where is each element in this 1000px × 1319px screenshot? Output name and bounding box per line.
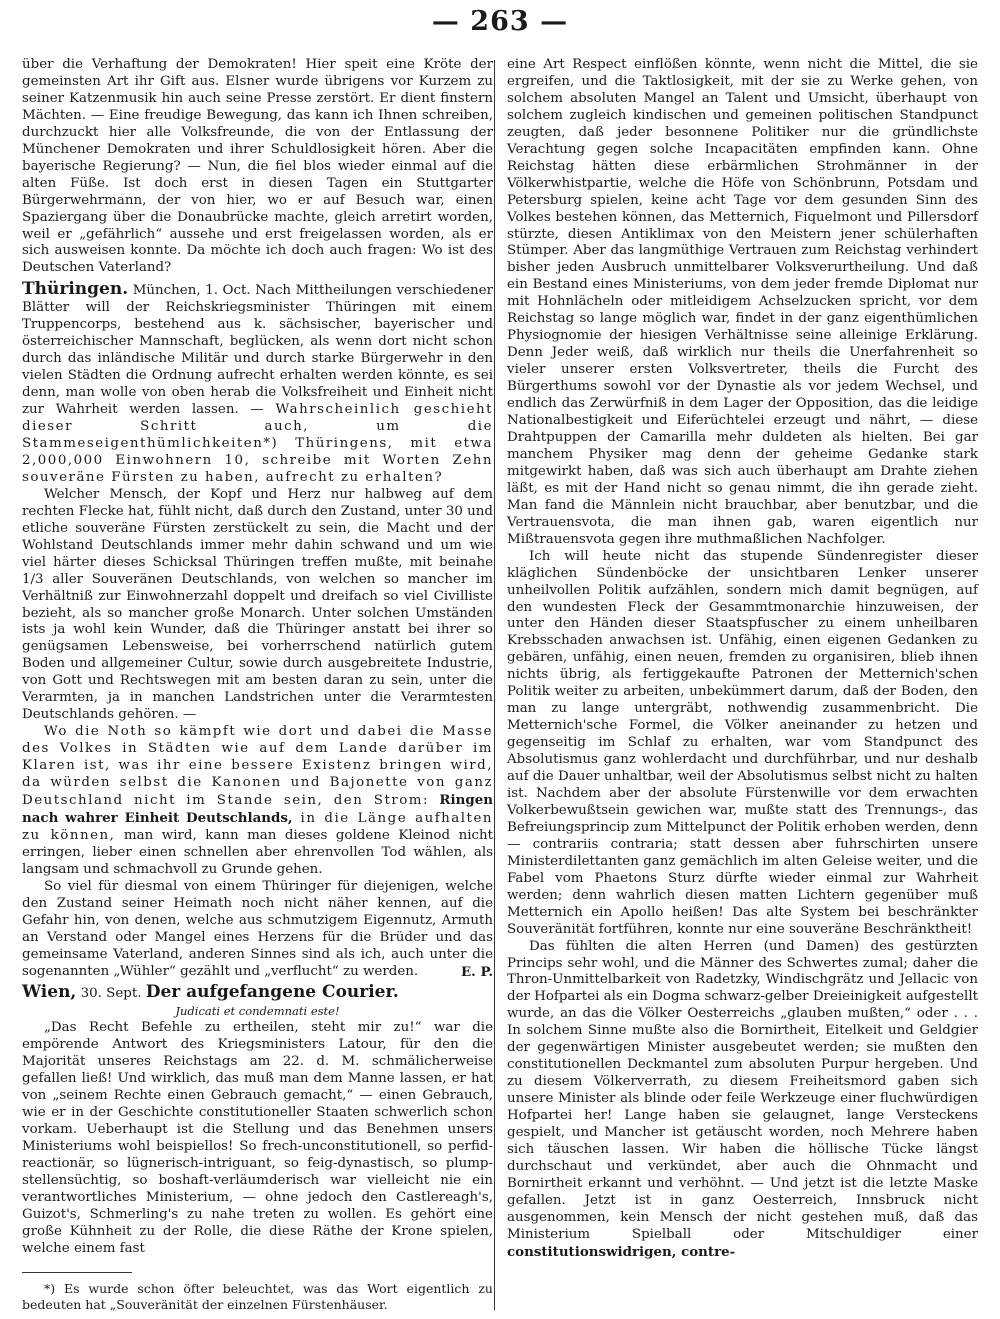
article-title: Der aufgefangene Courier. bbox=[145, 982, 399, 1003]
article-paragraph: Welcher Mensch, der Kopf und Herz nur halbweg auf dem rechten Flecke hat, fühlt nicht, daß durch den Zustand, unter 30 und etliche souveräne Fürsten zerstückelt zu sein, die Macht und der Wohlstand Deutschlands immer mehr dahin schwand und um wie viel härter dieses Schicksal Thüringen treffen mußte, mit beinahe 1/3 aller Souveränen Deutschlands, von welchen so mancher im Verhältniß zur Einwohnerzahl doppelt und dreifach so viel Civilliste bezieht, als so mancher große Monarch. Unter solchen Umständen ists ja wohl kein Wunder, daß die Thüringer anstatt bei ihrer so genügsamen Lebensweise, bei vorherrschend natürlich gutem Boden und allgemeiner Cultur, sowie durch ausgebreitete Industrie, von Gott und Rechtswegen mit am besten daran zu sein, unter die Verarmten, ja in manchen Landstrichen unter die Verarmtesten Deutschlands gehören. — bbox=[22, 486, 493, 723]
article-paragraph: über die Verhaftung der Demokraten! Hier speit eine Kröte der gemeinsten Art ihr Gift aus. Elsner wurde übrigens vor Kurzem zu seiner Katzenmusik hin auch seine Presse zerstört. Er dient finstern Mächten. — Eine freudige Bewegung, das kann ich Ihnen schreiben, durchzuckt hier alle Volksfreunde, die von der Entlassung der Münchener Demokraten und ihrer Schuldlosigkeit hören. Aber die bayerische Regierung? — Nun, die fiel blos wieder einmal auf die alten Füße. Ist doch erst in diesen Tagen ein Stuttgarter Bürgerwehrmann, der von hier, wo er auf Besuch war, einen Spaziergang über die Donaubrücke machte, gleich arretirt worden, weil er „gefährlich“ aussehe und erst freigelassen worden, als er sich ausweisen konnte. Da möchte ich doch auch fragen: Wo ist des Deutschen Vaterland? bbox=[22, 57, 493, 276]
spaced-emphasis: in die Länge aufhalten zu können, bbox=[22, 810, 493, 843]
paragraph-text: Das fühlten die alten Herren (und Damen) des gestürzten Princips sehr wohl, und die Männer des Schwertes zumal; daher die Thron-Unmittelbarkeit von Radetzky, Windischgrätz und Jellacic von der Hofpartei als ein Dogma schwarz-gelber Dreieinigkeit aufgestellt wurde, an das die Völker Oesterreichs „glauben mußten,“ oder . . . In solchem Sinne mußte also die Bornirtheit, Eitelkeit und Geldgier der gegenwärtigen Minister ausgebeutet werden; sie mußten den constitutionellen Deckmantel zum absoluten Purpur hergeben. Und zu diesem Völkerverrath, zu diesem Freiheitsmord gaben sich unsere Minister als blinde oder feile Werkzeuge einer fluchwürdigen Hofpartei her! Lange haben sie gelaugnet, lange Versteckens gespielt, und Mancher ist getäuscht worden, noch Mehrere haben sich täuschen lassen. Wir haben die höllische Tücke längst durchschaut und verkündet, aber auch die Ohnmacht und Bornirtheit erkannt und verhöhnt. — Und jetzt ist die letzte Maske gefallen. Jetzt ist in ganz Oesterreich, Innsbruck nicht ausgenommen, kein Mensch der nicht gestehen muß, daß das Ministerium Spielball oder Mitschuldiger einer bbox=[507, 938, 978, 1242]
footnote: *) Es wurde schon öfter beleuchtet, was das Wort eigentlich zu bedeuten hat „Souveränität der einzelnen Fürstenhäuser. bbox=[22, 1280, 493, 1312]
paragraph-text: man wird, kann man dieses goldene Kleinod nicht erringen, lieber einen schnellen aber ehrenvollen Tod wählen, als langsam und schmachvoll zu Grunde gehen. bbox=[22, 827, 493, 877]
right-column bbox=[507, 57, 978, 1262]
article-paragraph bbox=[507, 939, 978, 1262]
motto: Judicati et condemnati este! bbox=[175, 1004, 340, 1019]
paragraph-text: So viel für diesmal von einem Thüringer für diejenigen, welche den Zustand seiner Heimath noch nicht näher kennen, auf die Gefahr hin, von denen, welche aus schmutzigem Eigennutz, Armuth an Verstand oder Mangel eines Herzens für die Brüder und das gemeinsame Vaterland, anderen Sinnes sind als ich, auch unter die sogenannten „Wühler“ gezählt und „verflucht“ zu werden. bbox=[22, 878, 493, 979]
article-paragraph bbox=[22, 724, 493, 879]
column-divider bbox=[494, 60, 495, 1310]
author-signature: E. P. bbox=[460, 963, 493, 980]
bold-emphasis: constitutionswidrigen, contre- bbox=[507, 1243, 736, 1260]
article-paragraph: Ich will heute nicht das stupende Sündenregister dieser kläglichen Sündenböcke der unsichtbaren Lenker unserer unheilvollen Politik aufzählen, sondern mich damit begnügen, auf den wundesten Fleck der Gesammtmonarchie hinzuweisen, der unter den Händen dieser Staatspfuscher zu einem unheilbaren Krebsschaden anwachsen ist. Unfähig, einen eigenen Gedanken zu gebären, unfähig, einen neuen, fremden zu organisiren, blieb ihnen nichts übrig, als fertiggekaufte Patronen der Metternich'schen Politik weiter zu arbeiten, unbekümmert darum, daß der Boden, den man zu lange untergräbt, nothwendig zusammenbricht. Die Metternich'sche Formel, die Völker aneinander zu hetzen und gegenseitig im Schlaf zu erhalten, war vom Standpunct des Absolutismus ganz wohlerdacht und durchführbar, und nur deshalb auf die Dauer unhaltbar, weil der Absolutismus selbst nicht zu halten ist. Nachdem aber der absolute Fürstenwille vor dem erwachten Volkerbewußtsein gewichen war, mußte statt des Trennungs-, das Befreiungsprincip zum Mittelpunct der Politik erhoben werden, denn — contrariis contraria; statt dessen aber fuhrschirten unsere Ministerdilettanten ganz gemächlich im alten Geleise weiter, und die Fabel vom Phaetons Sturz dürfte wieder einmal zur Wahrheit werden; denn wahrlich diesen matten Lichtern gegenüber muß Metternich ein Apollo heißen! Das alte System bei beschränkter Souveränität fortführen, konnte nur eine souveräne Beschränktheit! bbox=[507, 548, 978, 937]
section-heading-thueringen: Thüringen. bbox=[22, 279, 129, 300]
left-column bbox=[22, 57, 493, 1313]
article-paragraph bbox=[22, 879, 493, 981]
dateline: 30. Sept. bbox=[76, 986, 146, 1002]
spaced-emphasis: Wahrscheinlich geschieht dieser Schritt auch, um die Stammeseigenthümlichkeiten*) Thüringens, mit etwa 2,000,000 Einwohnern 10, schreibe mit Worten Zehn souveräne Fürsten zu haben, aufrecht zu erhalten? bbox=[22, 402, 494, 485]
section-heading-wien: Wien, bbox=[22, 982, 77, 1003]
article-paragraph: eine Art Respect einflößen könnte, wenn nicht die Mittel, die sie ergreifen, und die Taktlosigkeit, mit der sie zu Werke gehen, von solchem absoluten Mangel an Talent und Umsicht, überhaupt von solchem zugleich kindischen und gemeinen politischen Standpunct zeugten, daß jeder besonnene Politiker nur die gründlichste Verachtung gegen solche Incapacitäten empfinden kann. Ohne Reichstag hätten diese erbärmlichen Strohmänner in der Völkerwhistpartie, welche die Höfe von Schönbrunn, Potsdam und Petersburg spielen, keine acht Tage vor dem gesunden Sinn des Volkes bestehen können, das Metternich, Fiquelmont und Pillersdorf stürzte, diesen Antiklimax von den Meistern jener schülerhaften Stümper. Aber das langmüthige Vertrauen zum Reichstag verhindert bisher jeden Ausbruch unmittelbarer Volksverurtheilung. Und daß ein Bestand eines Ministeriums, von dem jeder fremde Diplomat nur mit Hohnlächeln oder mitleidigem Achselzucken spricht, vor dem Reichstag so lange möglich war, findet in der ganz eigenthümlichen Physiognomie der hiesigen Verhältnisse seine alleinige Erklärung. Denn Jeder weiß, daß wirklich nur theils die Unerfahrenheit so vieler unserer ersten Volksvertreter, theils die Furcht des Bürgerthums sowohl vor der Dynastie als vor jedem Wechsel, und endlich das Zerwürfniß in dem Lager der Opposition, das die leidige Nationalbestigkeit und Eiferüchtelei erzeugt und nährt, — diese Drahtpuppen der Camarilla mehr duldeten als hielten. Bei gar manchem Physiker mag denn der geheime Gedanke stark mitgewirkt haben, daß was sich auch überhaupt am Drahte ziehen läßt, es mit der Hand nicht so genau nimmt, die ihn gerade zieht. Man fand die Männlein nicht brauchbar, aber benutzbar, und die Vertrauensvota, die man ihnen gab, waren eigentlich nur Mißtrauensvota gegen ihre muthmaßlichen Nachfolger. bbox=[507, 57, 978, 547]
bold-emphasis: Ringen nach wahrer Einheit Deutschlands, bbox=[22, 791, 493, 826]
article-paragraph: „Das Recht Befehle zu ertheilen, steht mir zu!“ war die empörende Antwort des Kriegsministers Latour, für den die Majorität unseres Reichstags am 22. d. M. schmälicherweise gefallen ließ! Und wirklich, das muß man dem Manne lassen, er hat von „seinem Rechte einen Gebrauch gemacht,“ — einen Gebrauch, wie er in der Geschichte constitutioneller Staaten schwerlich schon vorkam. Ueberhaupt ist die Stellung und das Benehmen unsers Ministeriums wohl beispiellos! So frech-unconstitutionell, so perfid-reactionär, so lügnerisch-intriguant, so feig-dynastisch, so plump-stellensüchtig, so boshaft-verläumderisch war vielleicht nie ein verantwortliches Ministerium, — ohne jedoch den Castlereagh's, Guizot's, Schmerling's zu nahe treten zu wollen. Es gehört eine große Kühnheit zu der Rolle, die diese Räthe der Krone spielen, welche einem fast bbox=[22, 1020, 493, 1256]
footnote-rule bbox=[22, 1272, 132, 1273]
page-number: — 263 — bbox=[431, 6, 569, 37]
spaced-emphasis: Wo die Noth so kämpft wie dort und dabei die Masse des Volkes in Städten wie auf dem Lande darüber im Klaren ist, was ihr eine bessere Existenz bringen wird, da würden selbst die Kanonen und Bajonette von ganz Deutschland nicht im Stande sein, den Strom: bbox=[22, 724, 493, 808]
dateline: München, 1. Oct. Nach Mittheilungen verschiedener Blätter will der Reichskriegsminister Thüringen mit einem Truppencorps, bestehend aus k. sächsischer, bayerischer und österreichischer Mannschaft, beglücken, als wenn dort nicht schon durch das inländische Militär und durch starke Bürgerwehr in den vielen Städten die Ordnung aufrecht erhalten werden könnte, es sei denn, man wolle von oben herab die Volksfreiheit und Einheit nicht zur Wahrheit werden lassen. — bbox=[22, 283, 493, 418]
article-paragraph bbox=[22, 984, 493, 1003]
article-paragraph bbox=[22, 281, 493, 486]
